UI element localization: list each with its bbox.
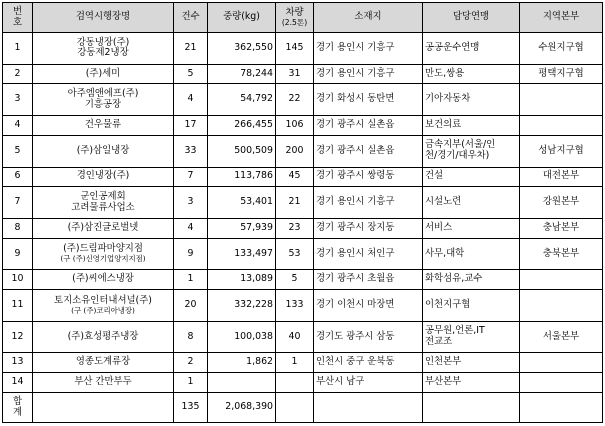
cell-no: 6 bbox=[3, 167, 33, 187]
cell-no: 11 bbox=[3, 290, 33, 322]
cell-weight: 500,509 bbox=[208, 135, 276, 167]
cell-location: 경기 용인시 기흥구 bbox=[314, 33, 423, 65]
total-count: 135 bbox=[174, 393, 208, 423]
cell-name: (주)효성평주냉장 bbox=[33, 321, 174, 353]
table-row bbox=[3, 187, 603, 219]
cell-count: 7 bbox=[174, 167, 208, 187]
total-empty-location bbox=[314, 393, 423, 423]
table-row bbox=[3, 353, 603, 373]
table-row bbox=[3, 373, 603, 393]
cell-location: 경기 용인시 기흥구 bbox=[314, 64, 423, 84]
cell-name: 강동냉장(주) 강동제2냉장 bbox=[33, 33, 174, 65]
cell-name: 영종도계류장 bbox=[33, 353, 174, 373]
cell-vehicle: 53 bbox=[276, 238, 314, 270]
cell-manager: 기아자동차 bbox=[423, 84, 520, 116]
cell-count: 1 bbox=[174, 373, 208, 393]
cell-name: (주)삼진글로벌넷 bbox=[33, 218, 174, 238]
cell-vehicle: 31 bbox=[276, 64, 314, 84]
cell-weight: 100,038 bbox=[208, 321, 276, 353]
cell-location: 경기 광주시 실촌읍 bbox=[314, 135, 423, 167]
total-label: 합 계 bbox=[3, 393, 33, 423]
table-body bbox=[3, 33, 603, 393]
cell-location: 경기 광주시 실촌읍 bbox=[314, 116, 423, 136]
cell-location: 경기 용인시 처인구 bbox=[314, 238, 423, 270]
cell-count: 33 bbox=[174, 135, 208, 167]
cell-name: 건우물류 bbox=[33, 116, 174, 136]
cell-name: (주)세미 bbox=[33, 64, 174, 84]
cell-weight: 1,862 bbox=[208, 353, 276, 373]
cell-manager: 공공운수연맹 bbox=[423, 33, 520, 65]
cell-no: 2 bbox=[3, 64, 33, 84]
cell-vehicle: 106 bbox=[276, 116, 314, 136]
cell-region: 대전본부 bbox=[520, 167, 603, 187]
cell-no: 3 bbox=[3, 84, 33, 116]
cell-weight: 53,401 bbox=[208, 187, 276, 219]
cell-no: 12 bbox=[3, 321, 33, 353]
cell-no: 8 bbox=[3, 218, 33, 238]
cell-region bbox=[520, 373, 603, 393]
table-row bbox=[3, 167, 603, 187]
cell-region: 강원본부 bbox=[520, 187, 603, 219]
cell-manager: 인천본부 bbox=[423, 353, 520, 373]
cell-no: 4 bbox=[3, 116, 33, 136]
header-row bbox=[3, 3, 603, 33]
cell-manager: 시설노련 bbox=[423, 187, 520, 219]
cell-count: 4 bbox=[174, 84, 208, 116]
cell-location: 인천시 중구 운북동 bbox=[314, 353, 423, 373]
cell-count: 5 bbox=[174, 64, 208, 84]
cell-location: 경기 용인시 기흥구 bbox=[314, 187, 423, 219]
cell-region bbox=[520, 116, 603, 136]
table-row bbox=[3, 238, 603, 270]
cell-weight: 332,228 bbox=[208, 290, 276, 322]
total-empty-manager bbox=[423, 393, 520, 423]
cell-region: 충북본부 bbox=[520, 238, 603, 270]
cell-location: 경기 광주시 초월읍 bbox=[314, 270, 423, 290]
cell-region bbox=[520, 84, 603, 116]
cell-weight: 362,550 bbox=[208, 33, 276, 65]
cell-vehicle: 23 bbox=[276, 218, 314, 238]
table-row bbox=[3, 116, 603, 136]
cell-no: 13 bbox=[3, 353, 33, 373]
cell-vehicle: 45 bbox=[276, 167, 314, 187]
cell-weight: 266,455 bbox=[208, 116, 276, 136]
cell-no: 1 bbox=[3, 33, 33, 65]
cell-count: 4 bbox=[174, 218, 208, 238]
cell-region bbox=[520, 270, 603, 290]
cell-vehicle bbox=[276, 373, 314, 393]
cell-location: 부산시 남구 bbox=[314, 373, 423, 393]
cell-name: 경인냉장(주) bbox=[33, 167, 174, 187]
cell-count: 21 bbox=[174, 33, 208, 65]
cell-manager: 이천지구협 bbox=[423, 290, 520, 322]
cell-vehicle: 21 bbox=[276, 187, 314, 219]
cell-region: 서울본부 bbox=[520, 321, 603, 353]
cell-no: 5 bbox=[3, 135, 33, 167]
cell-weight: 78,244 bbox=[208, 64, 276, 84]
cell-manager: 공무원,언론,IT 전교조 bbox=[423, 321, 520, 353]
cell-name: (주)드림파마양지점 (구 (주)신영기업양지지점) bbox=[33, 238, 174, 270]
cell-region bbox=[520, 353, 603, 373]
cell-vehicle: 40 bbox=[276, 321, 314, 353]
cell-manager: 부산본부 bbox=[423, 373, 520, 393]
cell-manager: 보건의료 bbox=[423, 116, 520, 136]
table-row bbox=[3, 84, 603, 116]
cell-name: (주)삼일냉장 bbox=[33, 135, 174, 167]
cell-manager: 사무,대학 bbox=[423, 238, 520, 270]
total-empty-name bbox=[33, 393, 174, 423]
header-count: 건수 bbox=[174, 3, 208, 33]
cell-no: 9 bbox=[3, 238, 33, 270]
header-vehicle: 차량 (2.5톤) bbox=[276, 3, 314, 33]
cell-region: 평택지구협 bbox=[520, 64, 603, 84]
table-row bbox=[3, 290, 603, 322]
cell-location: 경기 광주시 쌍령동 bbox=[314, 167, 423, 187]
cell-region: 성남지구협 bbox=[520, 135, 603, 167]
table-row bbox=[3, 33, 603, 65]
header-no: 번 호 bbox=[3, 3, 33, 33]
total-weight: 2,068,390 bbox=[208, 393, 276, 423]
table-row bbox=[3, 64, 603, 84]
table-row bbox=[3, 135, 603, 167]
cell-count: 3 bbox=[174, 187, 208, 219]
cell-vehicle: 133 bbox=[276, 290, 314, 322]
total-empty-vehicle bbox=[276, 393, 314, 423]
cell-no: 10 bbox=[3, 270, 33, 290]
cell-vehicle: 200 bbox=[276, 135, 314, 167]
cell-manager: 화학섬유,교수 bbox=[423, 270, 520, 290]
cell-weight: 57,939 bbox=[208, 218, 276, 238]
cell-location: 경기도 광주시 삼동 bbox=[314, 321, 423, 353]
cell-name: 토지소유인터내셔널(주) (구 (주)코리아냉장) bbox=[33, 290, 174, 322]
table-row bbox=[3, 321, 603, 353]
table-row bbox=[3, 218, 603, 238]
cell-location: 경기 이천시 마장면 bbox=[314, 290, 423, 322]
cell-manager: 건설 bbox=[423, 167, 520, 187]
cell-no: 14 bbox=[3, 373, 33, 393]
total-empty-region bbox=[520, 393, 603, 423]
cell-weight: 13,089 bbox=[208, 270, 276, 290]
cell-count: 9 bbox=[174, 238, 208, 270]
cell-count: 1 bbox=[174, 270, 208, 290]
cell-weight: 133,497 bbox=[208, 238, 276, 270]
cell-weight: 113,786 bbox=[208, 167, 276, 187]
cell-weight: 54,792 bbox=[208, 84, 276, 116]
cell-location: 경기 화성시 동탄면 bbox=[314, 84, 423, 116]
header-weight: 중량(kg) bbox=[208, 3, 276, 33]
table-row bbox=[3, 270, 603, 290]
cell-region: 수원지구협 bbox=[520, 33, 603, 65]
cell-name: (주)씨에스냉장 bbox=[33, 270, 174, 290]
cell-region: 충남본부 bbox=[520, 218, 603, 238]
quarantine-site-table bbox=[2, 2, 603, 423]
header-location: 소재지 bbox=[314, 3, 423, 33]
cell-name: 아주엠앤에프(주) 기흥공장 bbox=[33, 84, 174, 116]
cell-name: 군인공제회 고려물류사업소 bbox=[33, 187, 174, 219]
cell-region bbox=[520, 290, 603, 322]
header-name: 검역시행장명 bbox=[33, 3, 174, 33]
cell-vehicle: 1 bbox=[276, 353, 314, 373]
cell-vehicle: 5 bbox=[276, 270, 314, 290]
cell-manager: 금속지부(서울/인 천/경기/대우차) bbox=[423, 135, 520, 167]
cell-count: 17 bbox=[174, 116, 208, 136]
cell-count: 20 bbox=[174, 290, 208, 322]
cell-vehicle: 22 bbox=[276, 84, 314, 116]
cell-name: 부산 간만부두 bbox=[33, 373, 174, 393]
cell-no: 7 bbox=[3, 187, 33, 219]
cell-manager: 만도,쌍용 bbox=[423, 64, 520, 84]
header-region: 지역본부 bbox=[520, 3, 603, 33]
cell-vehicle: 145 bbox=[276, 33, 314, 65]
total-row bbox=[3, 393, 603, 423]
cell-count: 2 bbox=[174, 353, 208, 373]
cell-weight bbox=[208, 373, 276, 393]
cell-manager: 서비스 bbox=[423, 218, 520, 238]
cell-count: 8 bbox=[174, 321, 208, 353]
cell-location: 경기 광주시 장지동 bbox=[314, 218, 423, 238]
header-manager: 담당연맹 bbox=[423, 3, 520, 33]
